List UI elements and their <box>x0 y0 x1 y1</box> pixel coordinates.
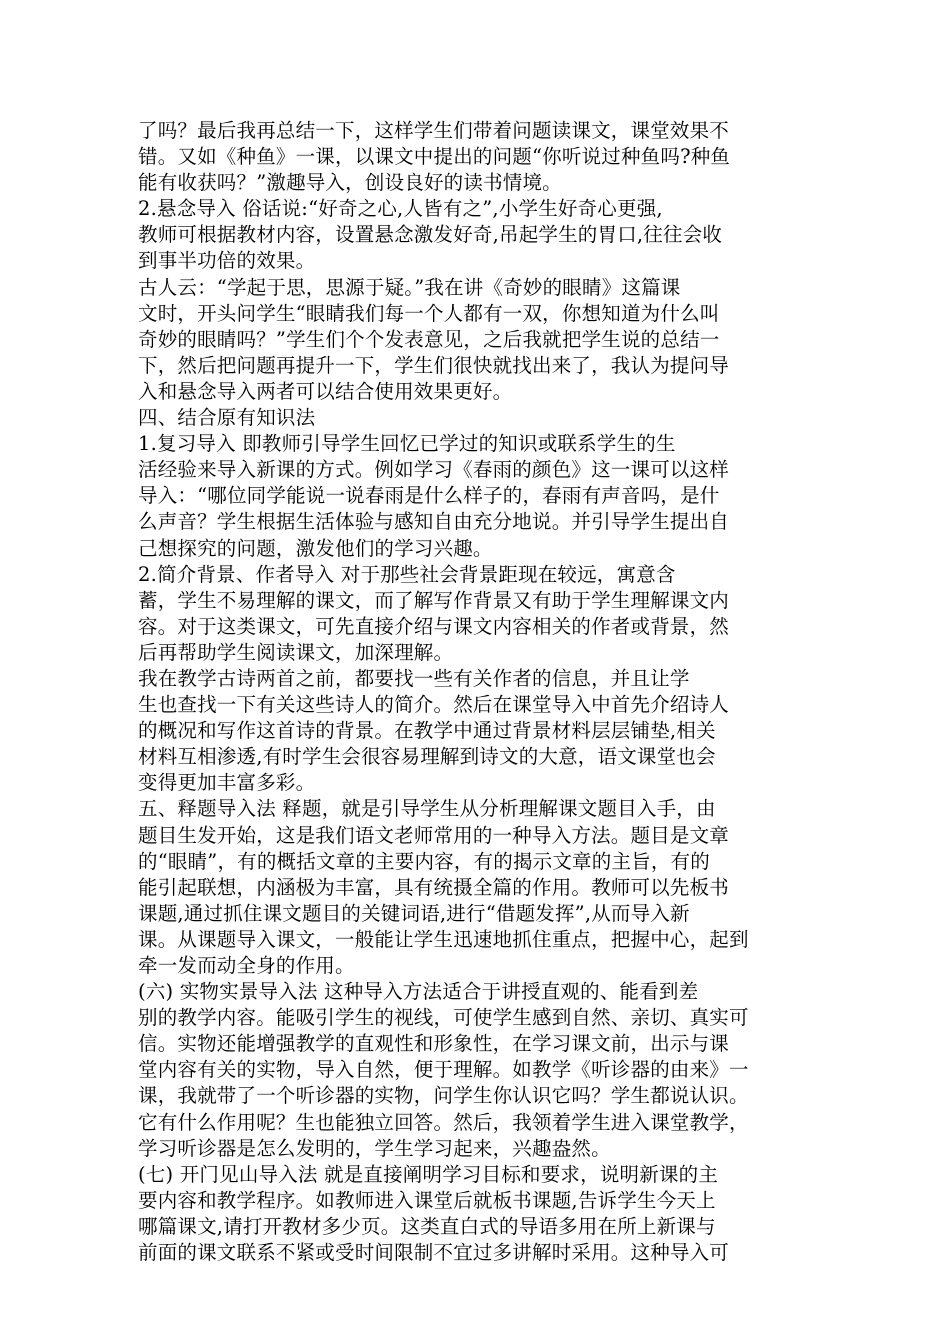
text-line: 的“眼睛”，有的概括文章的主要内容，有的揭示文章的主旨，有的 <box>138 849 710 873</box>
text-line: 信。实物还能增强教学的直观性和形象性，在学习课文前，出示与课 <box>138 1032 730 1056</box>
section-heading: (七) 开门见山导入法 就是直接阐明学习目标和要求，说明新课的主 <box>138 1162 719 1186</box>
text-line: 课，我就带了一个听诊器的实物，问学生你认识它吗？学生都说认识。 <box>138 1084 749 1108</box>
text-line: 我在教学古诗两首之前，都要找一些有关作者的信息，并且让学 <box>138 666 690 690</box>
text-line: 要内容和教学程序。如教师进入课堂后就板书课题,告诉学生今天上 <box>138 1188 716 1212</box>
text-line: 容。对于这类课文，可先直接介绍与课文内容相关的作者或背景，然 <box>138 614 730 638</box>
text-line: 能引起联想，内涵极为丰富，具有统摄全篇的作用。教师可以先板书 <box>138 875 730 899</box>
text-line: 奇妙的眼睛吗？”学生们个个发表意见，之后我就把学生说的总结一 <box>138 327 720 351</box>
text-line: 课。从课题导入课文，一般能让学生迅速地抓住重点，把握中心，起到 <box>138 927 749 951</box>
section-heading: 五、释题导入法 释题，就是引导学生从分析理解课文题目入手，由 <box>138 797 716 821</box>
text-line: 别的教学内容。能吸引学生的视线，可使学生感到自然、亲切、真实可 <box>138 1006 749 1030</box>
text-line: 么声音？学生根据生活体验与感知自由充分地说。并引导学生提出自 <box>138 510 730 534</box>
text-line: 古人云：“学起于思，思源于疑。”我在讲《奇妙的眼睛》这篇课 <box>138 275 681 299</box>
text-line: 蓄，学生不易理解的课文，而了解写作背景又有助于学生理解课文内 <box>138 588 730 612</box>
text-line: 哪篇课文,请打开教材多少页。这类直白式的导语多用在所上新课与 <box>138 1214 716 1238</box>
text-line: 材料互相渗透,有时学生会很容易理解到诗文的大意，语文课堂也会 <box>138 745 716 769</box>
text-line: 入和悬念导入两者可以结合使用效果更好。 <box>138 379 513 403</box>
text-line: 前面的课文联系不紧或受时间限制不宜过多讲解时采用。这种导入可 <box>138 1241 730 1265</box>
text-line: 到事半功倍的效果。 <box>138 249 316 273</box>
text-line: 堂内容有关的实物，导入自然，便于理解。如教学《听诊器的由来》一 <box>138 1058 749 1082</box>
text-line: 题目生发开始，这是我们语文老师常用的一种导入方法。题目是文章 <box>138 823 730 847</box>
text-line: 导入：“哪位同学能说一说春雨是什么样子的，春雨有声音吗，是什 <box>138 484 720 508</box>
text-line: 文时，开头问学生“眼睛我们每一个人都有一双，你想知道为什么叫 <box>138 301 720 325</box>
body-text <box>138 118 814 1266</box>
text-line: 教师可根据教材内容，设置悬念激发好奇,吊起学生的胃口,往往会收 <box>138 223 723 247</box>
text-line: 活经验来导入新课的方式。例如学习《春雨的颜色》这一课可以这样 <box>138 458 730 482</box>
text-line: 下，然后把问题再提升一下，学生们很快就找出来了，我认为提问导 <box>138 353 730 377</box>
text-line: 能有收获吗？”激趣导入，创设良好的读书情境。 <box>138 171 562 195</box>
text-line: 课题,通过抓住课文题目的关键词语,进行“借题发挥”,从而导入新 <box>138 901 690 925</box>
text-line: 错。又如《种鱼》一课，以课文中提出的问题“你听说过种鱼吗?种鱼 <box>138 145 731 169</box>
text-line: 学习听诊器是怎么发明的，学生学习起来，兴趣盎然。 <box>138 1136 611 1160</box>
text-line: 2.简介背景、作者导入 对于那些社会背景距现在较远，寓意含 <box>138 562 676 586</box>
text-line: 己想探究的问题，激发他们的学习兴趣。 <box>138 536 493 560</box>
text-line: 生也查找一下有关这些诗人的简介。然后在课堂导入中首先介绍诗人 <box>138 693 730 717</box>
text-line: 牵一发而动全身的作用。 <box>138 954 355 977</box>
text-line: 它有什么作用呢？生也能独立回答。然后，我领着学生进入课堂教学， <box>138 1110 749 1134</box>
text-line: 2.悬念导入 俗话说:“好奇之心,人皆有之”,小学生好奇心更强, <box>138 197 663 221</box>
text-line: 变得更加丰富多彩。 <box>138 771 316 795</box>
section-heading: (六) 实物实景导入法 这种导入方法适合于讲授直观的、能看到差 <box>138 980 699 1004</box>
text-line: 后再帮助学生阅读课文，加深理解。 <box>138 640 454 664</box>
text-line: 了吗？最后我再总结一下，这样学生们带着问题读课文，课堂效果不 <box>138 119 730 142</box>
text-line: 的概况和写作这首诗的背景。在教学中通过背景材料层层铺垫,相关 <box>138 719 716 743</box>
section-heading: 四、结合原有知识法 <box>138 406 316 430</box>
text-line: 1.复习导入 即教师引导学生回忆已学过的知识或联系学生的生 <box>138 432 676 456</box>
